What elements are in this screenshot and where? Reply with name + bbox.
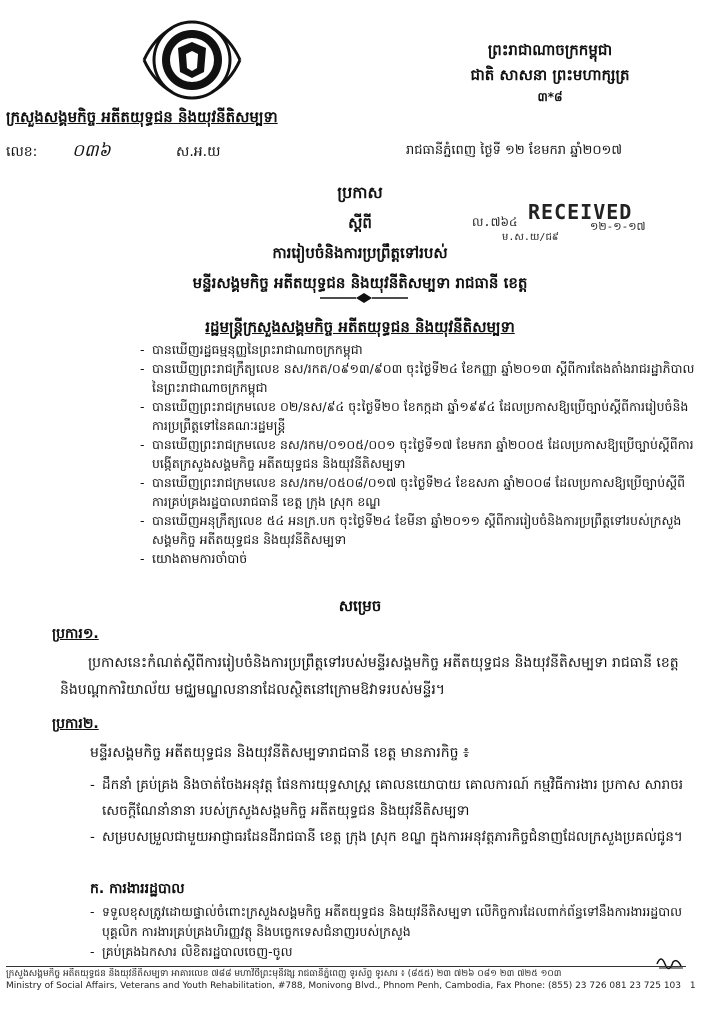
received-word: RECEIVED bbox=[528, 200, 633, 224]
reference-suffix: ស.អ.យ bbox=[176, 144, 221, 160]
footer-rule bbox=[6, 966, 686, 967]
ministry-name: ក្រសួងសង្គមកិច្ច អតីតយុទ្ធជន និងយុវនីតិសម្បទា bbox=[6, 108, 278, 126]
document-footer bbox=[6, 968, 696, 992]
footer-address-khmer: ក្រសួងសង្គមកិច្ច អតីតយុទ្ធជន និងយុវនីតិសម្បទា អាគារលេខ ៧៨៨ មហាវិថីព្រះមុនីវង្ស រាជធានីភ្នំពេញ ទូរស័ព្ទ ទូរសារ ៖ (៨៥៥) ២៣ ៧២៦ ០៨១ ២៣ ៧២៥ ១០៣ bbox=[6, 969, 562, 979]
duty-item: - ដឹកនាំ គ្រប់គ្រង និងចាត់ចែងអនុវត្ត ផែនការយុទ្ធសាស្ត្រ គោលនយោបាយ គោលការណ៍ កម្មវិធីការងារ ប្រកាស សារាចរ សេចក្ដីណែនាំនានា របស់ក្រសួងសង្គមកិច្ច អតីតយុទ្ធជន និងយុវនីតិសម្បទា bbox=[90, 772, 700, 824]
article-1-heading: ប្រការ១. bbox=[52, 626, 99, 642]
visa-list bbox=[140, 340, 700, 568]
visa-item: - បានឃើញរដ្ឋធម្មនុញ្ញនៃព្រះរាជាណាចក្រកម្ពុជា bbox=[140, 340, 700, 359]
ministry-seal bbox=[136, 18, 248, 102]
duty-item: - សម្របសម្រួលជាមួយអាជ្ញាធរដែនដីរាជធានី ខេត្ត ក្រុង ស្រុក ខណ្ឌ ក្នុងការអនុវត្តភារកិច្ចជំនាញដែលក្រសួងប្រគល់ជូន។ bbox=[90, 824, 700, 850]
national-motto: ជាតិ សាសនា ព្រះមហាក្សត្រ bbox=[470, 66, 630, 84]
visa-item: - យោងតាមការចាំបាច់ bbox=[140, 549, 700, 568]
decision-heading: សម្រេច bbox=[338, 597, 382, 615]
visa-item: - បានឃើញអនុក្រឹត្យលេខ ៥៤ អនក្រ.បក ចុះថ្ងៃទី២៤ ខែមីនា ឆ្នាំ២០១១ ស្ដីពីការរៀបចំនិងការប្រព្រឹត្តទៅរបស់ក្រសួងសង្គមកិច្ច អតីតយុទ្ធជន និងយុវនីតិសម្បទា bbox=[140, 511, 700, 549]
article-2-intro: មន្ទីរសង្គមកិច្ច អតីតយុទ្ធជន និងយុវនីតិសម្បទារាជធានី ខេត្ត មានភារកិច្ច ៖ bbox=[90, 745, 470, 761]
kingdom-name: ព្រះរាជាណាចក្រកម្ពុជា bbox=[487, 41, 613, 59]
title-line-2: មន្ទីរសង្គមកិច្ច អតីតយុទ្ធជន និងយុវនីតិសម្បទា រាជធានី ខេត្ត bbox=[192, 274, 528, 292]
article-2-duties bbox=[90, 772, 700, 850]
visa-item: - បានឃើញព្រះរាជក្រមលេខ នស/រកម/០១០៥/០០១ ចុះថ្ងៃទី១៧ ខែមករា ឆ្នាំ២០០៥ ដែលប្រកាសឱ្យប្រើច្បាប់ស្ដីពីការបង្កើតក្រសួងសង្គមកិច្ច អតីតយុទ្ធជន និងយុវនីតិសម្បទា bbox=[140, 435, 700, 473]
document-about: ស្ដីពី bbox=[348, 214, 372, 232]
received-note: ម.ស.យ/ជ៩ bbox=[502, 232, 559, 243]
document-kind: ប្រកាស bbox=[337, 183, 383, 202]
article-1-text: ប្រកាសនេះកំណត់ស្ដីពីការរៀបចំនិងការប្រព្រឹត្តទៅរបស់មន្ទីរសង្គមកិច្ច អតីតយុទ្ធជន និងយុវនីតិសម្បទា រាជធានី ខេត្ត និងបណ្ដាការិយាល័យ មជ្ឈមណ្ឌលនានាដែលស្ថិតនៅក្រោមឱវាទរបស់មន្ទីរ។ bbox=[60, 655, 679, 698]
visa-item: - បានឃើញព្រះរាជក្រមលេខ នស/រកម/០៥០៨/០១៧ ចុះថ្ងៃទី២៤ ខែឧសភា ឆ្នាំ២០០៨ ដែលប្រកាសឱ្យប្រើច្បាប់ស្ដីពីការគ្រប់គ្រងរដ្ឋបាលរាជធានី ខេត្ត ក្រុង ស្រុក ខណ្ឌ bbox=[140, 473, 700, 511]
visa-item: - បានឃើញព្រះរាជក្រឹត្យលេខ នស/រកត/០៩១៣/៩០៣ ចុះថ្ងៃទី២៤ ខែកញ្ញា ឆ្នាំ២០១៣ ស្ដីពីការតែងតាំងរាជរដ្ឋាភិបាលនៃព្រះរាជាណាចក្រកម្ពុជា bbox=[140, 359, 700, 397]
footer-address-english: Ministry of Social Affairs, Veterans and Youth Rehabilitation, #788, Monivong Blvd., Phnom Penh, Cambodia, Fax Phone: (855) 23 726 081 23 725 103 bbox=[6, 981, 682, 991]
issuer-heading: រដ្ឋមន្ត្រីក្រសួងសង្គមកិច្ច អតីតយុទ្ធជន និងយុវនីតិសម្បទា bbox=[205, 318, 515, 336]
reference-number: ០៣៦ bbox=[72, 141, 111, 161]
received-date: ១២-១-១៧ bbox=[590, 220, 646, 233]
received-number: ល.៧៦៤ bbox=[472, 215, 518, 229]
section-a-list bbox=[90, 902, 700, 962]
visa-item: - បានឃើញព្រះរាជក្រមលេខ ០២/នស/៩៤ ចុះថ្ងៃទី២០ ខែកក្កដា ឆ្នាំ១៩៩៤ ដែលប្រកាសឱ្យប្រើច្បាប់ស្ដីពីការរៀបចំនិងការប្រព្រឹត្តទៅនៃគណៈរដ្ឋមន្ត្រី bbox=[140, 397, 700, 435]
page-number: 1 bbox=[689, 981, 696, 991]
ornament-divider bbox=[318, 292, 410, 304]
article-2-heading: ប្រការ២. bbox=[52, 716, 99, 732]
reference-line bbox=[6, 142, 718, 166]
section-a-item: - ទទួលខុសត្រូវដោយផ្ទាល់ចំពោះក្រសួងសង្គមកិច្ច អតីតយុទ្ធជន និងយុវនីតិសម្បទា លើកិច្ចការដែលពាក់ព័ន្ធទៅនឹងការងាររដ្ឋបាល បុគ្គលិក ការងារគ្រប់គ្រងហិរញ្ញវត្ថុ និងបច្ចេកទេសជំនាញរបស់ក្រសួង bbox=[90, 902, 700, 942]
title-line-1: ការរៀបចំនិងការប្រព្រឹត្តទៅរបស់ bbox=[272, 244, 448, 262]
section-a-heading: ក. ការងាររដ្ឋបាល bbox=[90, 881, 185, 897]
document-date: រាជធានីភ្នំពេញ ថ្ងៃទី ១២ ខែមករា ឆ្នាំ២០១៧ bbox=[406, 143, 623, 158]
section-a-item: - គ្រប់គ្រងឯកសារ លិខិតរដ្ឋបាលចេញ-ចូល bbox=[90, 942, 700, 962]
received-stamp bbox=[472, 200, 684, 243]
motto-ornament: ៣*៨ bbox=[537, 90, 563, 104]
kingdom-header bbox=[420, 38, 680, 106]
reference-label: លេខ: bbox=[6, 144, 38, 160]
